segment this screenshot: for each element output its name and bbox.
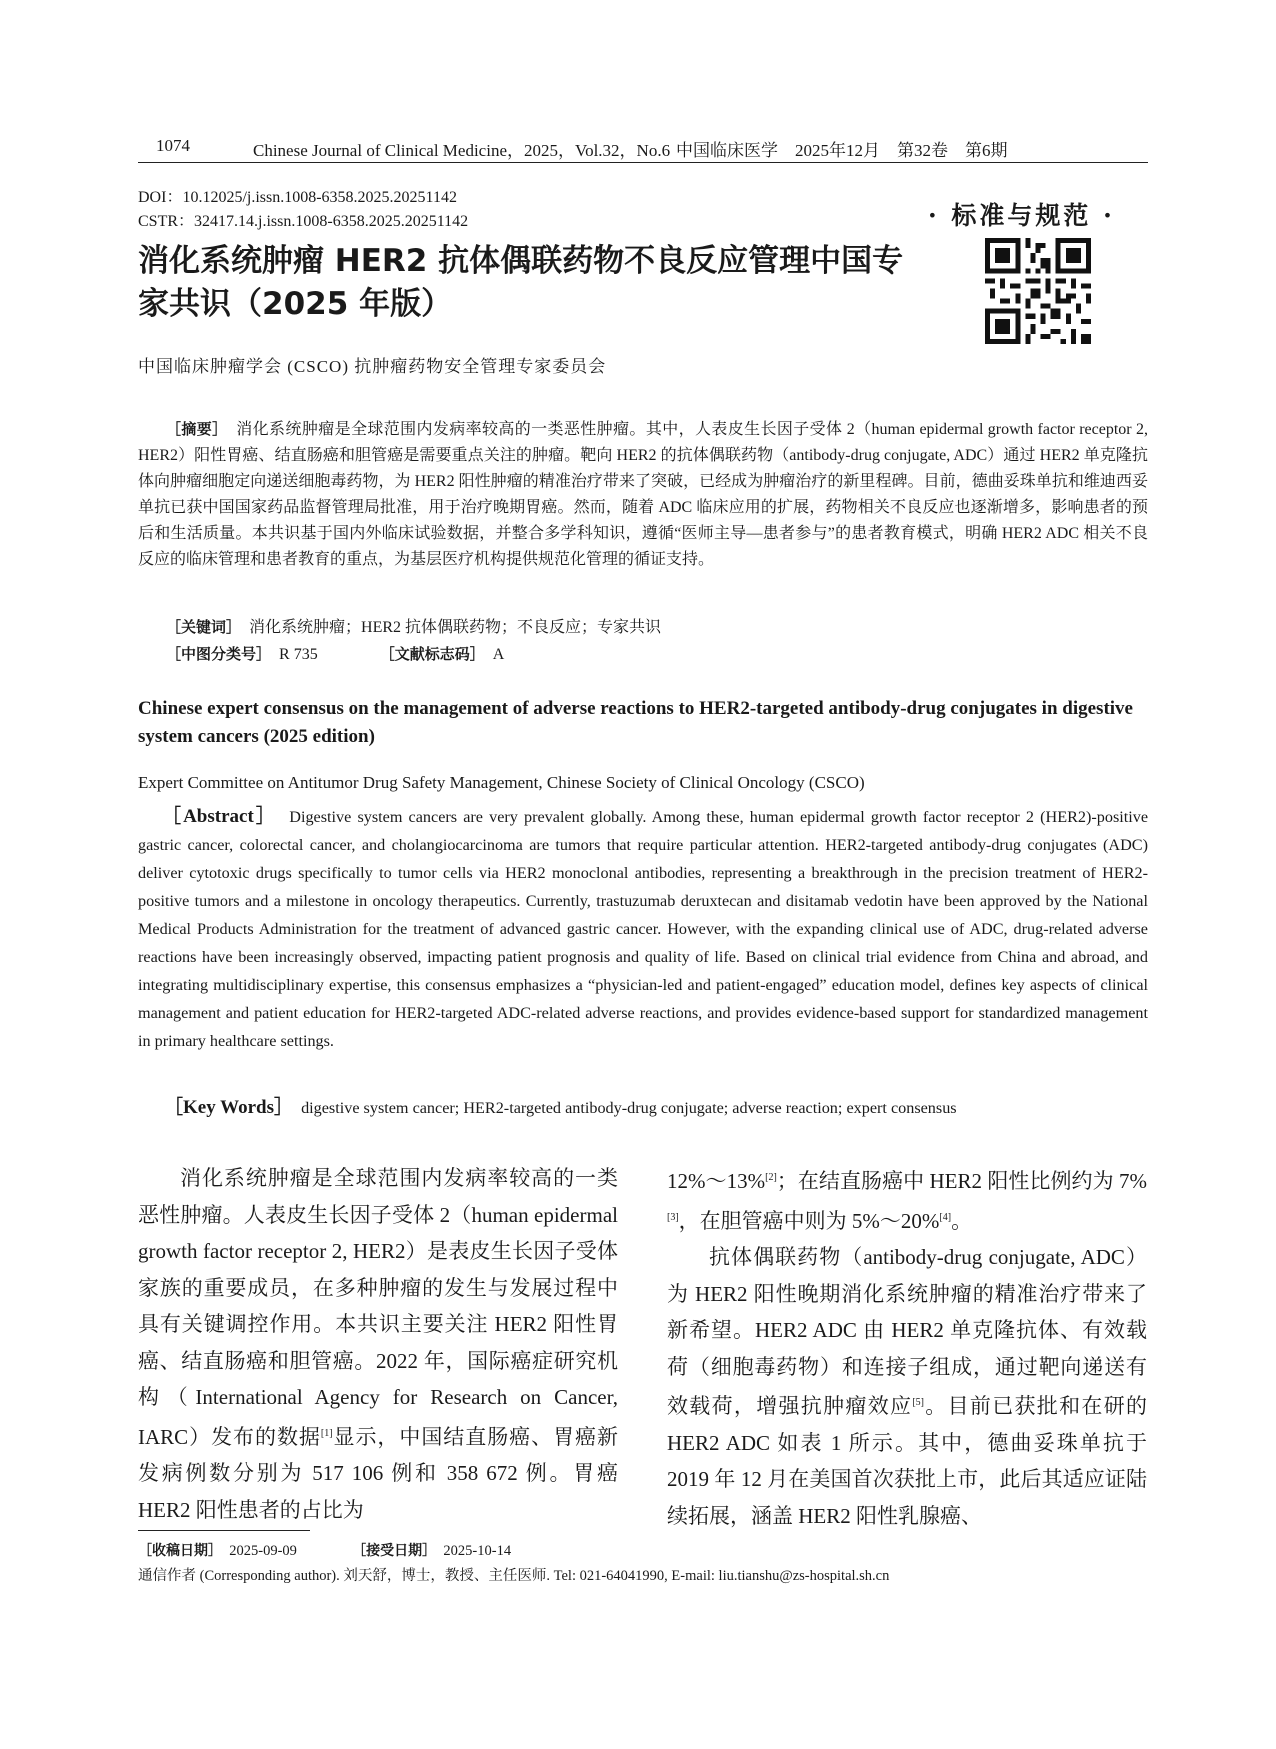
doccode-label: ［文献标志码］ <box>379 645 485 663</box>
citation-ref[interactable]: [4] <box>939 1211 952 1223</box>
abstract-en-text: Digestive system cancers are very prevalent globally. Among these, human epidermal growth factor receptor 2 (HER2)-positive gastric cancer, colorectal cancer, and cholangiocarcinoma are tumors that require particular attention. HER2-targeted antibody-drug conjugates (ADC) deliver cytotoxic drugs specifically to tumor cells via HER2 monoclonal antibodies, representing a breakthrough in the precision treatment of HER2-positive tumors and a milestone in oncology therapeutics. Currently, trastuzumab deruxtecan and disitamab vedotin have been approved by the National Medical Products Administration for the treatment of advanced gastric cancer. However, with the expanding clinical use of ADC, drug-related adverse reactions have been increasingly observed, impacting patient prognosis and quality of life. Based on clinical trial evidence from China and abroad, and integrating multidisciplinary expertise, this consensus emphasizes a “physician-led and patient-engaged” education model, defines key aspects of clinical management and patient education for HER2-targeted ADC-related adverse reactions, and provides evidence-based support for standardized management in primary healthcare settings. <box>138 808 1149 1050</box>
journal-name-en: Chinese Journal of Clinical Medicine，2025，Vol.32，No.6 <box>253 141 671 160</box>
body-column-left <box>138 1160 618 1528</box>
abstract-en <box>138 803 1148 1055</box>
body-paragraph <box>667 1239 1147 1534</box>
article-title-cn: 消化系统肿瘤 HER2 抗体偶联药物不良反应管理中国专家共识（2025 年版） <box>138 243 904 322</box>
abstract-cn <box>138 416 1148 573</box>
doi[interactable]: DOI：10.12025/j.issn.1008-6358.2025.20251142 <box>138 189 457 206</box>
dates-footnote <box>138 1540 511 1560</box>
page-number: 1074 <box>156 136 190 155</box>
body-text: 。 <box>951 1208 973 1233</box>
qr-code-icon <box>985 238 1091 344</box>
abstract-en-label: ［Abstract］ <box>162 806 277 827</box>
header-rule <box>138 162 1148 163</box>
body-paragraph <box>138 1160 618 1528</box>
body-text: 12%～13% <box>667 1169 766 1193</box>
body-text: ；在结直肠癌中 HER2 阳性比例约为 7% <box>776 1169 1147 1193</box>
keywords-en-text: digestive system cancer; HER2-targeted antibody-drug conjugate; adverse reaction; expert consensus <box>301 1099 957 1117</box>
clc-value: R 735 <box>279 646 318 663</box>
author-organization-en: Expert Committee on Antitumor Drug Safety Management, Chinese Society of Clinical Oncology (CSCO) <box>138 773 865 792</box>
footnote-rule <box>138 1530 310 1531</box>
keywords-en-label: ［Key Words］ <box>164 1097 293 1118</box>
body-text: 显示，中国结直肠癌、胃癌新发病例数分别为 517 106 例和 358 672 例。胃癌 HER2 阳性患者的占比为 <box>138 1424 619 1522</box>
body-paragraph <box>667 1160 1147 1239</box>
classification-line <box>138 641 1148 668</box>
keywords-en <box>164 1092 957 1119</box>
keywords-cn-text: 消化系统肿瘤；HER2 抗体偶联药物；不良反应；专家共识 <box>249 619 662 636</box>
keywords-cn <box>138 614 1148 641</box>
author-organization-cn: 中国临床肿瘤学会 (CSCO) 抗肿瘤药物安全管理专家委员会 <box>138 357 607 376</box>
cstr[interactable]: CSTR：32417.14.j.issn.1008-6358.2025.20251142 <box>138 213 469 230</box>
citation-ref[interactable]: [3] <box>667 1211 679 1223</box>
body-text: 抗体偶联药物（antibody-drug conjugate, ADC）为 HER2 阳性晚期消化系统肿瘤的精准治疗带来了新希望。HER2 ADC 由 HER2 单克隆抗体、有效载荷（细胞毒药物）和连接子组成，通过靶向递送有效载荷，增强抗肿瘤效应 <box>667 1245 1147 1418</box>
clc-label: ［中图分类号］ <box>166 645 272 663</box>
accepted-date: 2025-10-14 <box>443 1543 512 1559</box>
body-text: ，在胆管癌中则为 5%～20% <box>678 1208 940 1233</box>
abstract-cn-text: 消化系统肿瘤是全球范围内发病率较高的一类恶性肿瘤。其中，人表皮生长因子受体 2（human epidermal growth factor receptor 2, HER2）阳性胃癌、结直肠癌和胆管癌是需要重点关注的肿瘤。靶向 HER2 的抗体偶联药物（antibody-drug conjugate, ADC）通过 HER2 单克隆抗体向肿瘤细胞定向递送细胞毒药物，为 HER2 阳性肿瘤的精准治疗带来了突破，已经成为肿瘤治疗的新里程碑。目前，德曲妥珠单抗和维迪西妥单抗已获中国国家药品监督管理局批准，用于治疗晚期胃癌。然而，随着 ADC 临床应用的扩展，药物相关不良反应也逐渐增多，影响患者的预后和生活质量。本共识基于国内外临床试验数据，并整合多学科知识，遵循“医师主导—患者参与”的患者教育模式，明确 HER2 ADC 相关不良反应的临床管理和患者教育的重点，为基层医疗机构提供规范化管理的循证支持。 <box>138 421 1148 568</box>
citation-ref[interactable]: [1] <box>320 1427 333 1439</box>
received-date: 2025-09-09 <box>229 1543 297 1559</box>
body-column-right <box>667 1160 1147 1534</box>
received-label: ［收稿日期］ <box>138 1543 222 1559</box>
accepted-label: ［接受日期］ <box>352 1543 437 1559</box>
doccode-value: A <box>492 646 505 663</box>
corresponding-author: 通信作者 (Corresponding author). 刘天舒，博士，教授、主任医师. Tel: 021-64041990, E-mail: liu.tianshu@zs-hospital.sh.cn <box>138 1568 890 1584</box>
keywords-cn-label: ［关键词］ <box>166 618 242 636</box>
body-text: 。目前已获批和在研的 HER2 ADC 如表 1 所示。其中，德曲妥珠单抗于 2019 年 12 月在美国首次获批上市，此后其适应证陆续拓展，涵盖 HER2 阳性乳腺癌、 <box>667 1394 1148 1528</box>
body-text: 消化系统肿瘤是全球范围内发病率较高的一类恶性肿瘤。人表皮生长因子受体 2（human epidermal growth factor receptor 2, HER2）是表皮生长因子受体家族的重要成员，在多种肿瘤的发生与发展过程中具有关键调控作用。本共识主要关注 HER2 阳性胃癌、结直肠癌和胆管癌。2022 年，国际癌症研究机构（International Agency for Research on Cancer, IARC）发布的数据 <box>138 1166 618 1449</box>
abstract-cn-label: ［摘要］ <box>166 420 228 438</box>
citation-ref[interactable]: [2] <box>765 1172 777 1183</box>
section-tag: · 标准与规范 · <box>928 201 1115 230</box>
citation-ref[interactable]: [5] <box>912 1397 924 1408</box>
journal-name-cn: 中国临床医学 2025年12月 第32卷 第6期 <box>676 141 1008 160</box>
article-title-en: Chinese expert consensus on the management of adverse reactions to HER2-targeted antibody-drug conjugates in digestive system cancers (2025 edition) <box>138 698 1133 747</box>
